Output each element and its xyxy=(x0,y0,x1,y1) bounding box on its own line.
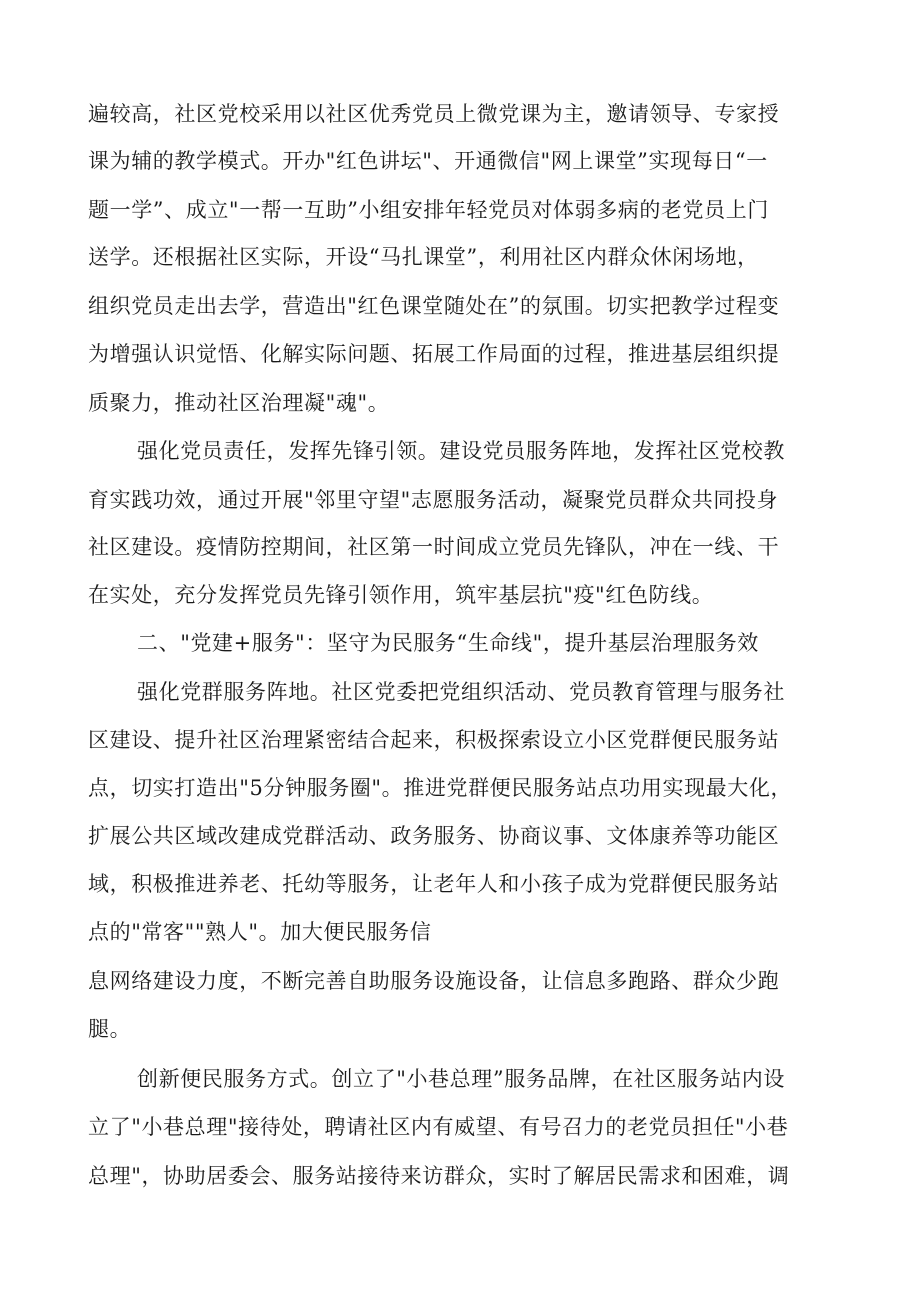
paragraph-start-line: 强化党群服务阵地。社区党委把党组织活动、党员教育管理与服务社 xyxy=(137,680,785,704)
body-line: 立了"小巷总理"接待处，聘请社区内有威望、有号召力的老党员担任"小巷 xyxy=(88,1115,789,1139)
body-line: 域，积极推进养老、托幼等服务，让老年人和小孩子成为党群便民服务站 xyxy=(88,872,780,896)
body-line: 在实处，充分发挥党员先锋引领作用，筑牢基层抗"疫"红色防线。 xyxy=(88,583,714,607)
body-line: 区建设、提升社区治理紧密结合起来，积极探索设立小区党群便民服务站 xyxy=(88,728,780,752)
body-line: 点，切实打造出"5分钟服务圈"。推进党群便民服务站点功用实现最大化， xyxy=(88,776,793,800)
section-heading: 二、"党建+服务"：坚守为民服务“生命线"，提升基层治理服务效 xyxy=(137,631,759,655)
body-line: 课为辅的教学模式。开办"红色讲坛"、开通微信"网上课堂”实现每日“一 xyxy=(88,149,768,173)
body-line: 遍较高，社区党校采用以社区优秀党员上微党课为主，邀请领导、专家授 xyxy=(88,102,780,126)
body-line: 为增强认识觉悟、化解实际问题、拓展工作局面的过程，推进基层组织提 xyxy=(88,342,780,366)
body-line: 送学。还根据社区实际，开设“马扎课堂”，利用社区内群众休闲场地， xyxy=(88,245,759,269)
body-line: 扩展公共区域改建成党群活动、政务服务、协商议事、文体康养等功能区 xyxy=(88,824,780,848)
body-line: 点的"常客""熟人"。加大便民服务信 xyxy=(88,920,432,944)
paragraph-start-line: 强化党员责任，发挥先锋引领。建设党员服务阵地，发挥社区党校教 xyxy=(137,439,785,463)
body-line: 总理"，协助居委会、服务站接待来访群众，实时了解居民需求和困难，调 xyxy=(88,1164,790,1188)
body-line: 社区建设。疫情防控期间，社区第一时间成立党员先锋队，冲在一线、干 xyxy=(88,535,780,559)
body-line: 腿。 xyxy=(88,1017,132,1041)
body-line: 育实践功效，通过开展"邻里守望"志愿服务活动，凝聚党员群众共同投身 xyxy=(88,488,779,512)
body-line: 质聚力，推动社区治理凝"魂"。 xyxy=(88,391,390,415)
body-line: 息网络建设力度，不断完善自助服务设施设备，让信息多跑路、群众少跑 xyxy=(88,969,780,993)
paragraph-start-line: 创新便民服务方式。创立了"小巷总理”服务品牌，在社区服务站内设 xyxy=(137,1067,785,1091)
body-line: 题一学”、成立"一帮一互助”小组安排年轻党员对体弱多病的老党员上门 xyxy=(88,198,769,222)
body-line: 组织党员走出去学，营造出"红色课堂随处在”的氛围。切实把教学过程变 xyxy=(88,294,780,318)
